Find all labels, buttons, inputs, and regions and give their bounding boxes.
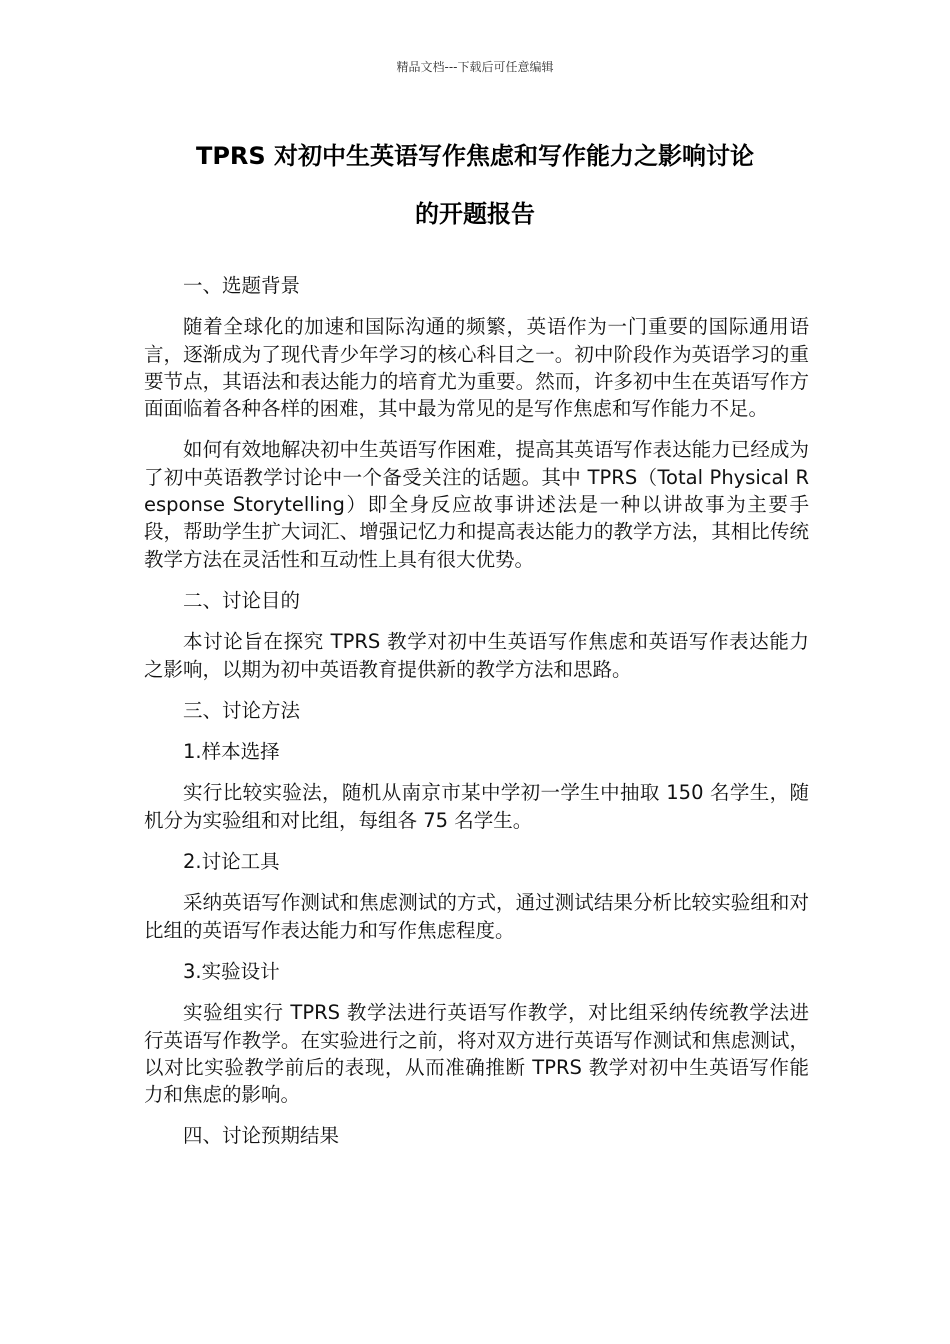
section-heading-method: 三、讨论方法: [183, 698, 301, 722]
subsection-heading-sample: 1.样本选择: [183, 740, 280, 764]
document-title-line-2: 的开题报告: [415, 200, 535, 228]
document-title-line-1: TPRS 对初中生英语写作焦虑和写作能力之影响讨论: [195, 142, 755, 170]
paragraph-design: 实验组实行 TPRS 教学法进行英语写作教学，对比组采纳传统教学法进行英语写作教学。在实验进行之前，将对双方进行英语写作测试和焦虑测试，以对比实验教学前后的表现，从而准确推断 TPRS 教学对初中生英语写作能力和焦虑的影响。: [144, 1001, 809, 1107]
subsection-heading-tools: 2.讨论工具: [183, 850, 280, 874]
paragraph-tools: 采纳英语写作测试和焦虑测试的方式，通过测试结果分析比较实验组和对比组的英语写作表达能力和写作焦虑程度。: [144, 891, 809, 942]
header-note: 精品文档---下载后可任意编辑: [396, 60, 554, 74]
section-heading-purpose: 二、讨论目的: [183, 588, 301, 612]
paragraph-purpose: 本讨论旨在探究 TPRS 教学对初中生英语写作焦虑和英语写作表达能力之影响，以期为初中英语教育提供新的教学方法和思路。: [144, 630, 809, 681]
paragraph-background-1: 随着全球化的加速和国际沟通的频繁，英语作为一门重要的国际通用语言，逐渐成为了现代青少年学习的核心科目之一。初中阶段作为英语学习的重要节点，其语法和表达能力的培育尤为重要。然而，许多初中生在英语写作方面面临着各种各样的困难，其中最为常见的是写作焦虑和写作能力不足。: [144, 315, 809, 421]
paragraph-background-2: 如何有效地解决初中生英语写作困难，提高其英语写作表达能力已经成为了初中英语教学讨论中一个备受关注的话题。其中 TPRS（Total Physical Response Storytelling）即全身反应故事讲述法是一种以讲故事为主要手段，帮助学生扩大词汇、增强记忆力和提高表达能力的教学方法，其相比传统教学方法在灵活性和互动性上具有很大优势。: [144, 438, 809, 571]
paragraph-sample: 实行比较实验法，随机从南京市某中学初一学生中抽取 150 名学生，随机分为实验组和对比组，每组各 75 名学生。: [144, 781, 809, 832]
subsection-heading-design: 3.实验设计: [183, 959, 280, 983]
section-heading-background: 一、选题背景: [183, 274, 301, 297]
document-body: [144, 272, 809, 1164]
section-heading-expected-results: 四、讨论预期结果: [183, 1124, 340, 1148]
